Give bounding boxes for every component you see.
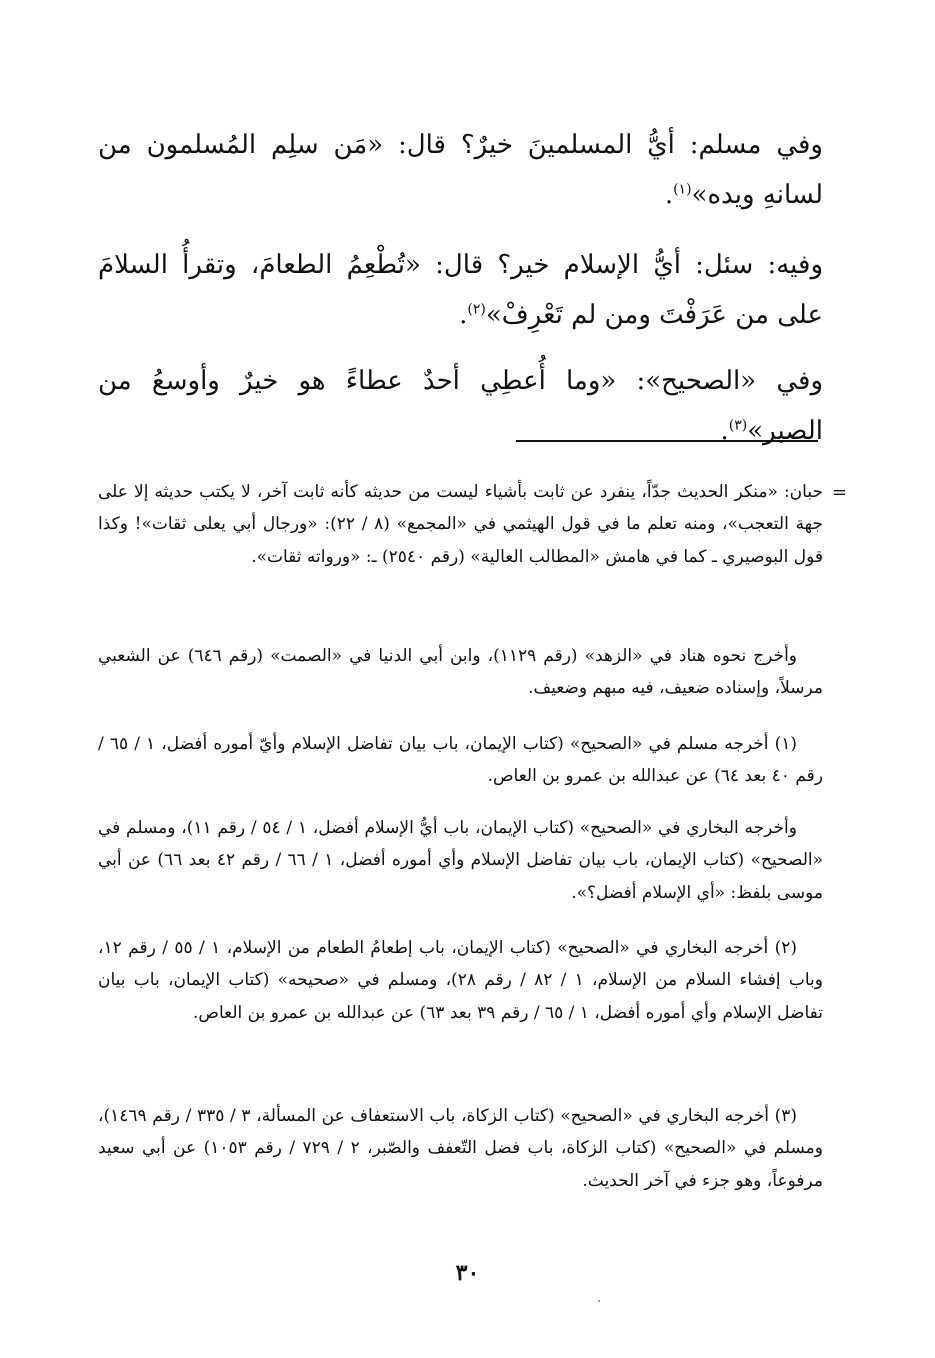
main-paragraph-1-text: وفي مسلم: أيُّ المسلمينَ خيرٌ؟ قال: «مَن سلِم المُسلمون من لسانهِ ويده» xyxy=(98,130,823,210)
footnote-ref-1: (١) xyxy=(673,181,692,198)
main-paragraph-3: وفي «الصحيح»: «وما أُعطِي أحدٌ عطاءً هو خيرٌ وأوسعُ من الصبر»$^{(٣)}$. xyxy=(98,366,823,446)
footnote-continued: حبان: «منكر الحديث جدّاً، ينفرد عن ثابت بأشياء ليست من حديثه كأنه ثابت آخر، لا يكتب حديثه إلا على جهة التعجب»، ومنه تعلم ما في قول الهيثمي في «المجمع» (٨ / ٢٢): «ورجال أبي يعلى ثقات»! وكذا قول البوصيري ـ كما في هامش «المطالب العالية» (رقم ٢٥٤٠) ـ: «ورواته ثقات». xyxy=(98,482,823,567)
footnote-continuation-mark: = xyxy=(831,482,847,503)
main-paragraph-1: وفي مسلم: أيُّ المسلمينَ خيرٌ؟ قال: «مَن سلِم المُسلمون من لسانهِ ويده»$^{(١)}$. xyxy=(98,130,823,210)
footnote-continued-extra-text: وأخرج نحوه هناد في «الزهد» (رقم ١١٢٩)، وابن أبي الدنيا في «الصمت» (رقم ٦٤٦) عن الشعبي مرسلاً، وإسناده ضعيف، فيه مبهم وضعيف. xyxy=(98,646,823,699)
footnote-2 xyxy=(98,932,823,1029)
main-paragraph-2-text: وفيه: سئل: أيُّ الإسلام خير؟ قال: «تُطْعِمُ الطعامَ، وتقرأُ السلامَ على من عَرَفْتَ ومن لم تَعْرِفْ» xyxy=(98,250,823,330)
main-paragraph-3-text: وفي «الصحيح»: «وما أُعطِي أحدٌ عطاءً هو خيرٌ وأوسعُ من الصبر» xyxy=(98,366,823,446)
footnote-continued-extra xyxy=(98,640,823,705)
footnote-ref-3: (٣) xyxy=(728,417,748,434)
scan-speck xyxy=(598,1300,600,1302)
page-number: ٣٠ xyxy=(455,1260,480,1286)
footnote-3 xyxy=(98,1100,823,1197)
footnote-separator-rule xyxy=(516,440,818,442)
footnote-1-text: (١) أخرجه مسلم في «الصحيح» (كتاب الإيمان، باب بيان تفاضل الإسلام وأيّ أموره أفضل، ١ / ٦٥ / رقم ٤٠ بعد ٦٤) عن عبدالله بن عمرو بن العاص. xyxy=(98,734,823,787)
footnote-ref-2: (٢) xyxy=(467,301,486,318)
footnote-2-text: (٢) أخرجه البخاري في «الصحيح» (كتاب الإيمان، باب إطعامُ الطعام من الإسلام، ١ / ٥٥ / رقم ١٢، وباب إفشاء السلام من الإسلام، ١ / ٨٢ / رقم ٢٨)، ومسلم في «صحيحه» (كتاب الإيمان، باب بيان تفاضل الإسلام وأي أموره أفضل، ١ / ٦٥ / رقم ٣٩ بعد ٦٣) عن عبدالله بن عمرو بن العاص. xyxy=(98,938,823,1023)
footnote-1-extra xyxy=(98,812,823,909)
footnote-1 xyxy=(98,728,823,793)
footnote-3-text: (٣) أخرجه البخاري في «الصحيح» (كتاب الزكاة، باب الاستعفاف عن المسألة، ٣ / ٣٣٥ / رقم ١٤٦٩)، ومسلم في «الصحيح» (كتاب الزكاة، باب فضل التّعفف والصّبر، ٢ / ٧٢٩ / رقم ١٠٥٣) عن أبي سعيد مرفوعاً، وهو جزء في آخر الحديث. xyxy=(98,1106,823,1191)
main-paragraph-2: وفيه: سئل: أيُّ الإسلام خير؟ قال: «تُطْعِمُ الطعامَ، وتقرأُ السلامَ على من عَرَفْتَ ومن لم تَعْرِفْ»$^{(٢)}$. xyxy=(98,250,823,330)
footnote-1-extra-text: وأخرجه البخاري في «الصحيح» (كتاب الإيمان، باب أيُّ الإسلام أفضل، ١ / ٥٤ / رقم ١١)، ومسلم في «الصحيح» (كتاب الإيمان، باب بيان تفاضل الإسلام وأي أموره أفضل، ١ / ٦٦ / رقم ٤٢ بعد ٦٦) عن أبي موسى بلفظ: «أي الإسلام أفضل؟». xyxy=(98,818,823,903)
